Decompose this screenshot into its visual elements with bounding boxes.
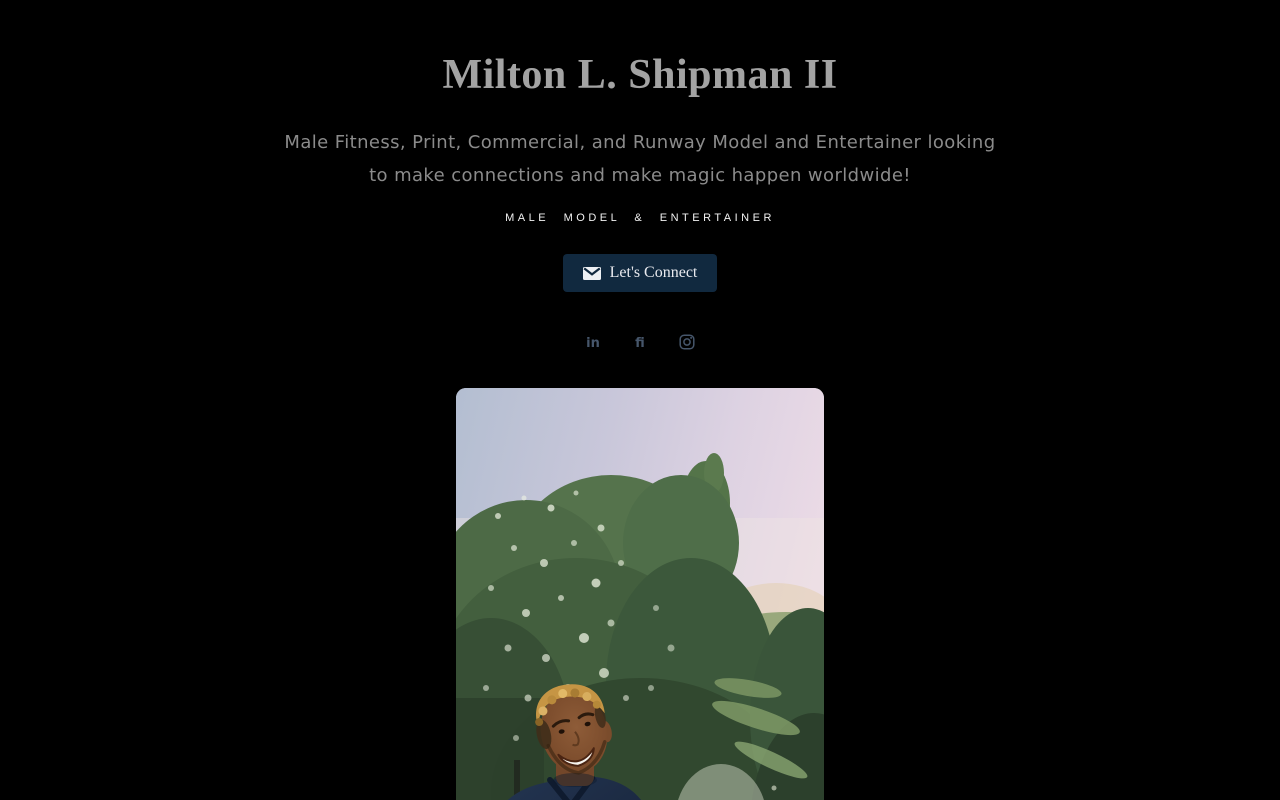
hero-photo (456, 388, 824, 800)
svg-text:in: in (586, 336, 600, 350)
linkedin-link[interactable] (585, 334, 601, 350)
svg-text:fi: fi (635, 336, 645, 350)
envelope-icon (583, 267, 601, 280)
instagram-icon (679, 334, 695, 350)
hero-tagline: MALE MODEL & ENTERTAINER (505, 212, 775, 224)
linkedin-icon (585, 334, 601, 350)
hero-subtitle-line-1: Male Fitness, Print, Commercial, and Runway Model and Entertainer looking (284, 132, 996, 153)
connect-button-label: Let's Connect (609, 264, 698, 281)
fiverr-link[interactable] (632, 334, 648, 350)
page-title: Milton L. Shipman II (442, 52, 838, 98)
hero-subtitle (275, 126, 1005, 192)
instagram-link[interactable] (679, 334, 695, 350)
hero-subtitle-line-2: to make connections and make magic happen worldwide! (369, 165, 911, 186)
hero-photo-illustration (456, 388, 824, 800)
lets-connect-button[interactable] (563, 254, 718, 292)
fiverr-icon (632, 334, 648, 350)
social-links (585, 334, 695, 350)
